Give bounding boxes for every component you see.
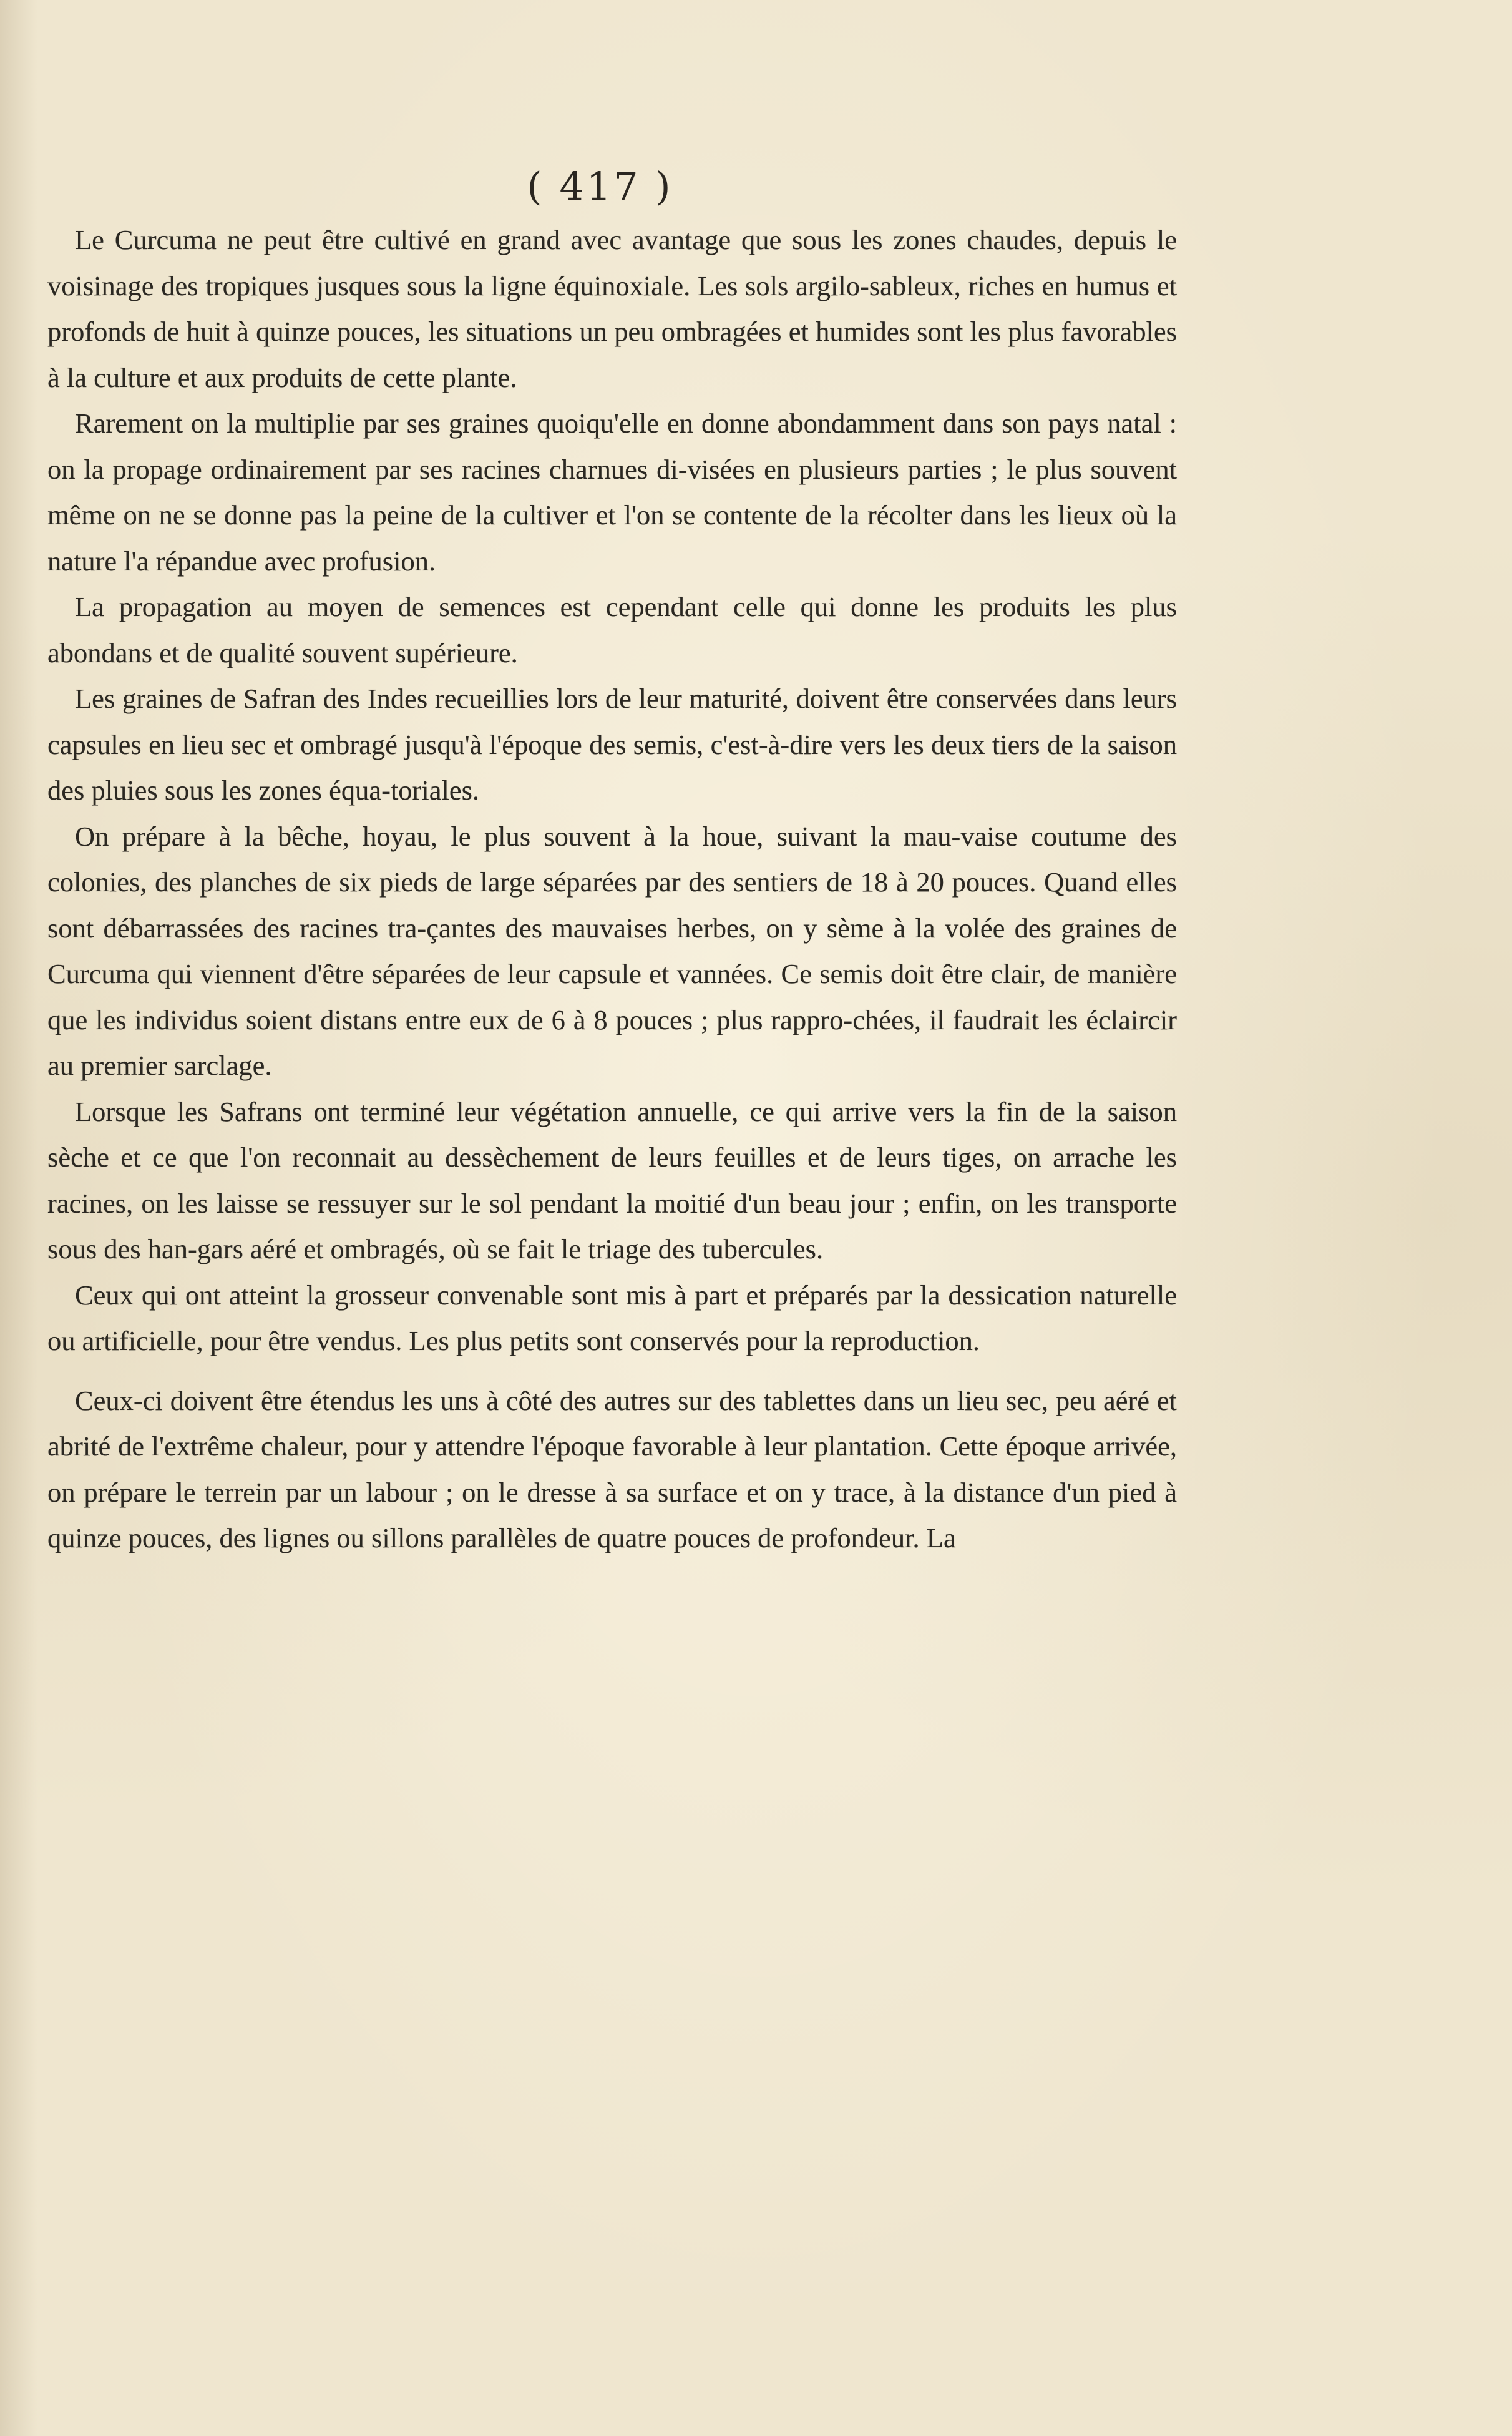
body-text	[47, 217, 1177, 1562]
paragraph: La propagation au moyen de semences est cependant celle qui donne les produits les plus abondans et de qualité souvent supérieure.	[47, 591, 1177, 668]
paragraph: Ceux qui ont atteint la grosseur convenable sont mis à part et préparés par la dessication naturelle ou artificielle, pour être vendus. Les plus petits sont conservés pour la reproduction.	[47, 1279, 1177, 1356]
page-gutter-shadow	[0, 0, 37, 2436]
paragraph: Rarement on la multiplie par ses graines quoiqu'elle en donne abondamment dans son pays natal : on la propage ordinairement par ses racines charnues di-visées en plusieurs parties ; le plus souvent même on ne se donne pas la peine de la cultiver et l'on se contente de la récolter dans les lieux où la nature l'a répandue avec profusion.	[47, 408, 1177, 577]
paragraph: Le Curcuma ne peut être cultivé en grand avec avantage que sous les zones chaudes, depuis le voisinage des tropiques jusques sous la ligne équinoxiale. Les sols argilo-sableux, riches en humus et profonds de huit à quinze pouces, les situations un peu ombragées et humides sont les plus favorables à la culture et aux produits de cette plante.	[47, 224, 1177, 393]
paragraph: On prépare à la bêche, hoyau, le plus souvent à la houe, suivant la mau-vaise coutume des colonies, des planches de six pieds de large séparées par des sentiers de 18 à 20 pouces. Quand elles sont débarrassées des racines tra-çantes des mauvaises herbes, on y sème à la volée des graines de Curcuma qui viennent d'être séparées de leur capsule et vannées. Ce semis doit être clair, de manière que les individus soient distans entre eux de 6 à 8 pouces ; plus rappro-chées, il faudrait les éclaircir au premier sarclage.	[47, 820, 1177, 1081]
paragraph: Lorsque les Safrans ont terminé leur végétation annuelle, ce qui arrive vers la fin de la saison sèche et ce que l'on reconnait au dessèchement de leurs feuilles et de leurs tiges, on arrache les racines, on les laisse se ressuyer sur le sol pendant la moitié d'un beau jour ; enfin, on les transporte sous des han-gars aéré et ombragés, où se fait le triage des tubercules.	[47, 1095, 1177, 1264]
paragraph: Les graines de Safran des Indes recueillies lors de leur maturité, doivent être conservées dans leurs capsules en lieu sec et ombragé jusqu'à l'époque des semis, c'est-à-dire vers les deux tiers de la saison des pluies sous les zones équa-toriales.	[47, 683, 1177, 806]
page-number: ( 417 )	[527, 164, 673, 209]
paragraph: Ceux-ci doivent être étendus les uns à côté des autres sur des tablettes dans un lieu sec, peu aéré et abrité de l'extrême chaleur, pour y attendre l'époque favorable à leur plantation. Cette époque arrivée, on prépare le terrein par un labour ; on le dresse à sa surface et on y trace, à la distance d'un pied à quinze pouces, des lignes ou sillons parallèles de quatre pouces de profondeur. La	[47, 1384, 1177, 1553]
